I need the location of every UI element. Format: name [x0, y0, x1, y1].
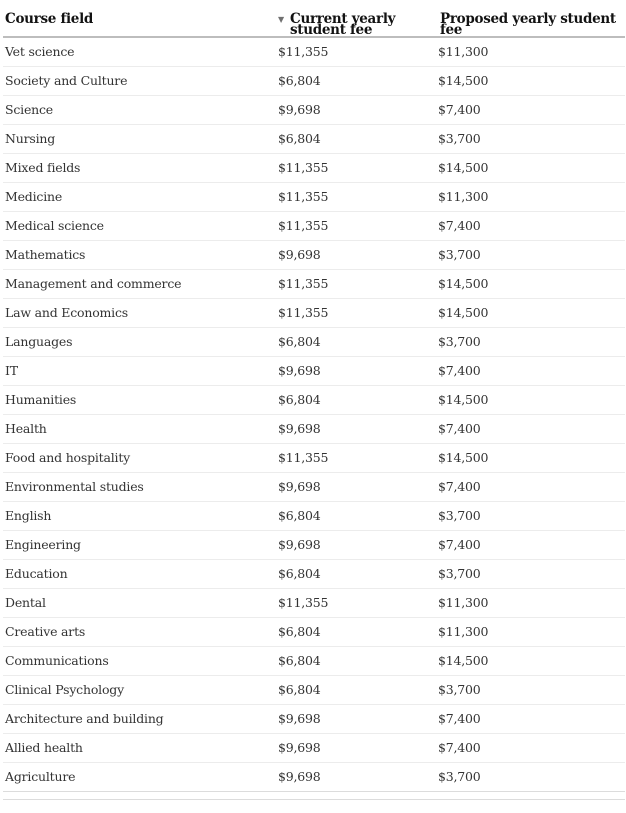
cell-proposed-fee: $7,400 [438, 472, 625, 501]
cell-current-fee: $9,698 [278, 733, 438, 762]
cell-course-field: Agriculture [3, 762, 278, 791]
cell-current-fee: $6,804 [278, 675, 438, 704]
cell-current-fee: $11,355 [278, 182, 438, 211]
table-row [3, 472, 625, 501]
cell-current-fee: $9,698 [278, 704, 438, 733]
cell-current-fee: $11,355 [278, 211, 438, 240]
cell-proposed-fee: $7,400 [438, 95, 625, 124]
cell-proposed-fee: $14,500 [438, 66, 625, 95]
cell-current-fee: $11,355 [278, 269, 438, 298]
cell-proposed-fee: $7,400 [438, 530, 625, 559]
cell-proposed-fee: $11,300 [438, 182, 625, 211]
cell-course-field: Communications [3, 646, 278, 675]
cell-proposed-fee: $7,400 [438, 211, 625, 240]
cell-course-field: Allied health [3, 733, 278, 762]
cell-current-fee: $11,355 [278, 153, 438, 182]
table-row [3, 211, 625, 240]
cell-course-field: Environmental studies [3, 472, 278, 501]
cell-proposed-fee: $14,500 [438, 443, 625, 472]
table-row [3, 762, 625, 791]
cell-proposed-fee: $11,300 [438, 37, 625, 66]
cell-course-field: Management and commerce [3, 269, 278, 298]
cell-proposed-fee: $3,700 [438, 675, 625, 704]
cell-course-field: Creative arts [3, 617, 278, 646]
table-row [3, 617, 625, 646]
table-row [3, 559, 625, 588]
table-header-row [3, 0, 625, 37]
cell-current-fee: $6,804 [278, 646, 438, 675]
table-row [3, 443, 625, 472]
table-row [3, 733, 625, 762]
triangle-down-icon: ▼ [278, 14, 284, 24]
cell-proposed-fee: $7,400 [438, 704, 625, 733]
table-row [3, 153, 625, 182]
cell-proposed-fee: $3,700 [438, 501, 625, 530]
cell-current-fee: $6,804 [278, 66, 438, 95]
table-row [3, 385, 625, 414]
cell-proposed-fee: $3,700 [438, 327, 625, 356]
table-body [3, 37, 625, 791]
cell-course-field: Architecture and building [3, 704, 278, 733]
cell-current-fee: $9,698 [278, 530, 438, 559]
table-row [3, 182, 625, 211]
column-header-proposed-fee[interactable]: Proposed yearly student fee [438, 0, 625, 37]
table-row [3, 414, 625, 443]
cell-current-fee: $9,698 [278, 95, 438, 124]
cell-current-fee: $11,355 [278, 298, 438, 327]
cell-course-field: Nursing [3, 124, 278, 153]
cell-proposed-fee: $3,700 [438, 124, 625, 153]
cell-proposed-fee: $3,700 [438, 559, 625, 588]
table-row [3, 501, 625, 530]
cell-current-fee: $9,698 [278, 240, 438, 269]
fees-table [3, 0, 625, 792]
cell-proposed-fee: $14,500 [438, 298, 625, 327]
table-row [3, 37, 625, 66]
cell-current-fee: $6,804 [278, 124, 438, 153]
column-header-current-fee[interactable]: ▼ Current yearly student fee [278, 0, 438, 37]
cell-proposed-fee: $14,500 [438, 269, 625, 298]
column-header-course-field[interactable]: Course field [3, 0, 278, 37]
table-row [3, 675, 625, 704]
cell-course-field: Food and hospitality [3, 443, 278, 472]
cell-current-fee: $9,698 [278, 762, 438, 791]
cell-current-fee: $6,804 [278, 501, 438, 530]
table-row [3, 298, 625, 327]
cell-course-field: Education [3, 559, 278, 588]
cell-course-field: Dental [3, 588, 278, 617]
cell-current-fee: $11,355 [278, 37, 438, 66]
table-row [3, 66, 625, 95]
cell-course-field: Health [3, 414, 278, 443]
table-row [3, 327, 625, 356]
cell-current-fee: $9,698 [278, 414, 438, 443]
cell-course-field: Languages [3, 327, 278, 356]
table-row [3, 356, 625, 385]
cell-current-fee: $11,355 [278, 443, 438, 472]
cell-current-fee: $6,804 [278, 559, 438, 588]
cell-current-fee: $6,804 [278, 617, 438, 646]
cell-course-field: Medicine [3, 182, 278, 211]
cell-course-field: Mathematics [3, 240, 278, 269]
cell-course-field: Engineering [3, 530, 278, 559]
table-row [3, 588, 625, 617]
fees-table-container [3, 0, 625, 800]
cell-proposed-fee: $14,500 [438, 385, 625, 414]
cell-course-field: Law and Economics [3, 298, 278, 327]
cell-course-field: Clinical Psychology [3, 675, 278, 704]
cell-current-fee: $11,355 [278, 588, 438, 617]
table-row [3, 240, 625, 269]
table-bottom-rule [3, 799, 625, 800]
cell-course-field: Mixed fields [3, 153, 278, 182]
cell-course-field: Humanities [3, 385, 278, 414]
table-row [3, 95, 625, 124]
cell-course-field: Medical science [3, 211, 278, 240]
cell-proposed-fee: $3,700 [438, 240, 625, 269]
table-row [3, 124, 625, 153]
cell-current-fee: $9,698 [278, 472, 438, 501]
table-row [3, 646, 625, 675]
cell-current-fee: $6,804 [278, 327, 438, 356]
cell-course-field: Science [3, 95, 278, 124]
cell-proposed-fee: $7,400 [438, 356, 625, 385]
cell-current-fee: $6,804 [278, 385, 438, 414]
cell-proposed-fee: $14,500 [438, 153, 625, 182]
cell-proposed-fee: $7,400 [438, 733, 625, 762]
cell-course-field: Society and Culture [3, 66, 278, 95]
cell-proposed-fee: $14,500 [438, 646, 625, 675]
cell-proposed-fee: $11,300 [438, 617, 625, 646]
table-row [3, 269, 625, 298]
cell-course-field: English [3, 501, 278, 530]
table-row [3, 704, 625, 733]
cell-course-field: IT [3, 356, 278, 385]
table-row [3, 530, 625, 559]
cell-proposed-fee: $3,700 [438, 762, 625, 791]
cell-proposed-fee: $7,400 [438, 414, 625, 443]
cell-proposed-fee: $11,300 [438, 588, 625, 617]
cell-course-field: Vet science [3, 37, 278, 66]
cell-current-fee: $9,698 [278, 356, 438, 385]
